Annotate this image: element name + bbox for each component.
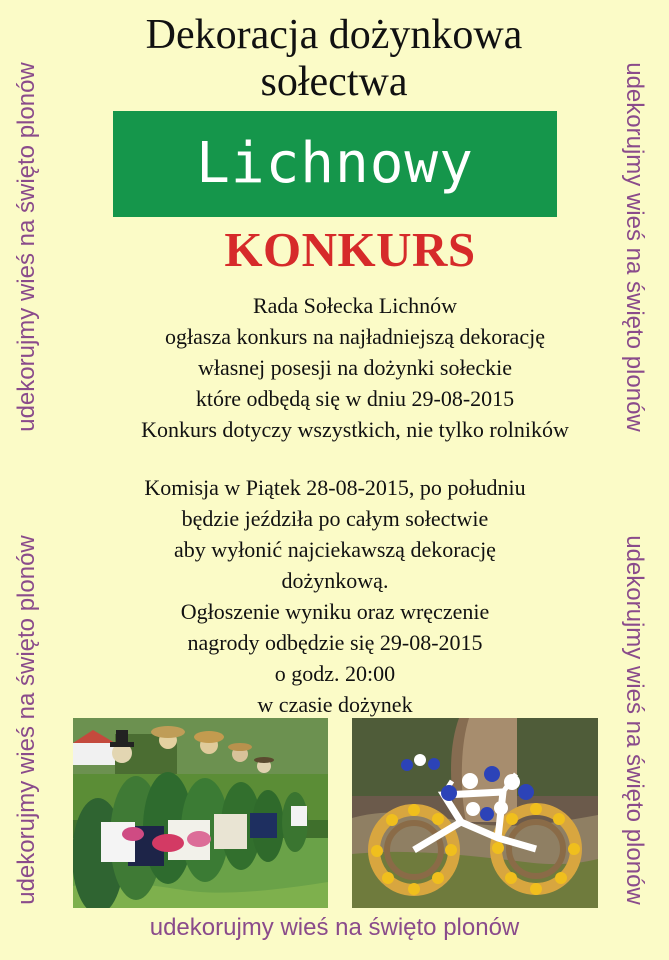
slogan-left-top: udekorujmy wieś na święto plonów (13, 62, 40, 432)
slogan-right-top: udekorujmy wieś na święto plonów (621, 62, 648, 432)
commission-text (70, 472, 600, 720)
commission-line: w czasie dożynek (257, 692, 413, 717)
decorated-bicycle-photo (352, 718, 598, 908)
commission-line: Ogłoszenie wyniku oraz wręczenie (180, 599, 490, 624)
announcement-line: Rada Sołecka Lichnów (252, 293, 458, 318)
commission-line: o godz. 20:00 (274, 661, 396, 686)
commission-line: będzie jeździła po całym sołectwie (181, 506, 489, 531)
commission-line: Komisja w Piątek 28-08-2015, po południu (144, 475, 526, 500)
village-name-banner (113, 111, 557, 217)
slogan-left-bottom: udekorujmy wieś na święto plonów (13, 535, 40, 905)
slogan-bottom: udekorujmy wieś na święto plonów (149, 914, 520, 941)
announcement-line: własnej posesji na dożynki sołeckie (197, 355, 513, 380)
announcement-line: ogłasza konkurs na najładniejszą dekorację (165, 324, 545, 349)
commission-line: aby wyłonić najciekawszą dekorację (174, 537, 496, 562)
decorated-garden-photo (73, 718, 328, 908)
poster-title-line-1: Dekoracja dożynkowa (145, 12, 523, 58)
commission-line: dożynkową. (281, 568, 389, 593)
poster-title-line-2: sołectwa (260, 59, 408, 105)
announcement-text (92, 290, 618, 445)
announcement-line: które odbędą się w dniu 29-08-2015 (195, 386, 515, 411)
slogan-right-bottom: udekorujmy wieś na święto plonów (621, 535, 648, 905)
village-name: Lichnowy (196, 131, 474, 196)
commission-line: nagrody odbędzie się 29-08-2015 (187, 630, 483, 655)
announcement-line: Konkurs dotyczy wszystkich, nie tylko rolników (141, 417, 569, 442)
contest-heading: KONKURS (224, 222, 476, 277)
